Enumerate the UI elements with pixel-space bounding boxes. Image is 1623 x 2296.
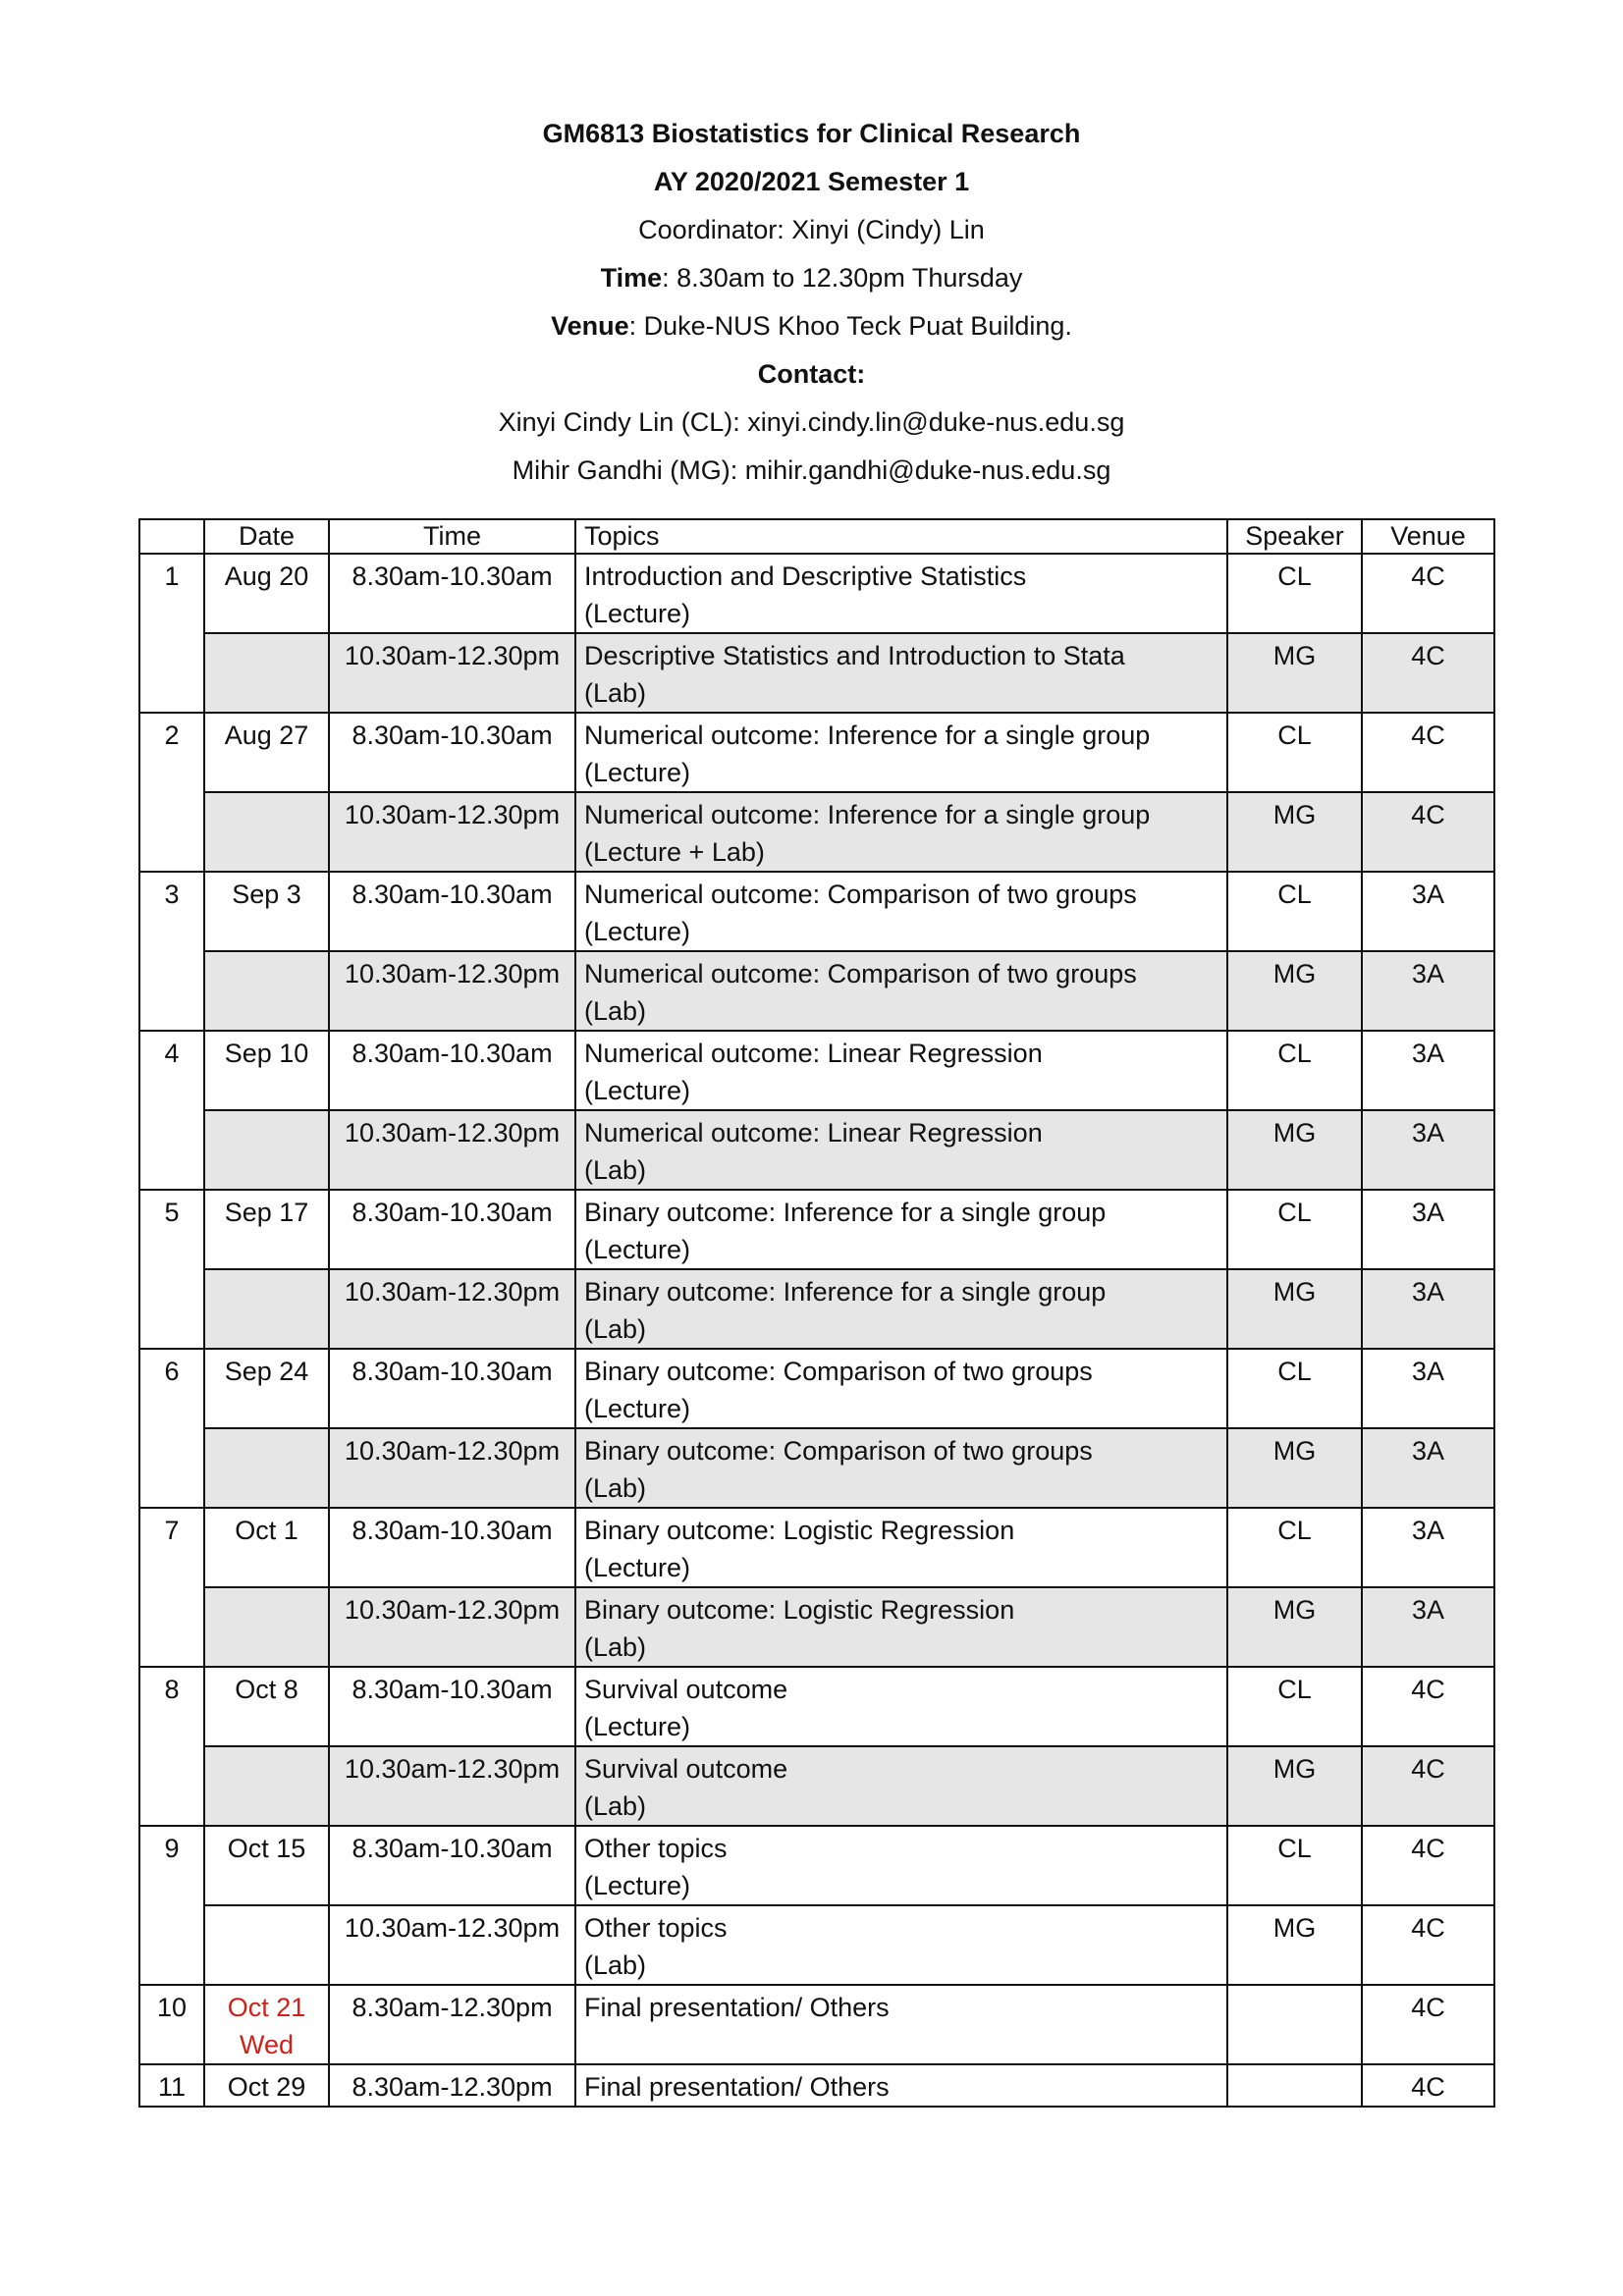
session-venue: 3A xyxy=(1362,1190,1494,1269)
topic-line: Binary outcome: Inference for a single group xyxy=(584,1198,1107,1227)
session-time: 8.30am-10.30am xyxy=(329,1349,575,1428)
session-venue: 4C xyxy=(1362,1746,1494,1826)
week-number: 5 xyxy=(139,1190,204,1349)
table-row xyxy=(139,554,1494,633)
session-speaker: CL xyxy=(1227,1349,1362,1428)
session-topic xyxy=(575,713,1227,792)
course-title: GM6813 Biostatistics for Clinical Research xyxy=(542,119,1081,148)
session-speaker: MG xyxy=(1227,1269,1362,1349)
topic-line: Final presentation/ Others xyxy=(584,2072,890,2102)
session-venue: 4C xyxy=(1362,633,1494,713)
topic-line: (Lecture) xyxy=(584,1235,691,1264)
week-number: 8 xyxy=(139,1667,204,1826)
week-number: 1 xyxy=(139,554,204,713)
session-speaker xyxy=(1227,2064,1362,2107)
table-row xyxy=(139,1667,1494,1746)
col-header-date: Date xyxy=(204,519,329,554)
session-date xyxy=(204,1349,329,1428)
table-row xyxy=(139,951,1494,1031)
session-venue: 3A xyxy=(1362,1428,1494,1508)
date-line: Sep 10 xyxy=(224,1039,309,1068)
session-venue: 4C xyxy=(1362,1985,1494,2064)
date-line: Aug 27 xyxy=(224,721,309,750)
table-row xyxy=(139,1110,1494,1190)
session-topic xyxy=(575,1110,1227,1190)
session-topic xyxy=(575,633,1227,713)
session-date xyxy=(204,1190,329,1269)
topic-line: (Lab) xyxy=(584,1473,647,1503)
topic-line: (Lab) xyxy=(584,1791,647,1821)
topic-line: Binary outcome: Logistic Regression xyxy=(584,1595,1015,1625)
session-time: 8.30am-10.30am xyxy=(329,872,575,951)
topic-line: (Lecture) xyxy=(584,758,691,787)
topic-line: Numerical outcome: Linear Regression xyxy=(584,1039,1043,1068)
session-date xyxy=(204,1746,329,1826)
week-number: 10 xyxy=(139,1985,204,2064)
session-speaker: MG xyxy=(1227,1428,1362,1508)
session-time: 10.30am-12.30pm xyxy=(329,1110,575,1190)
topic-line: (Lab) xyxy=(584,1314,647,1344)
session-date xyxy=(204,633,329,713)
session-venue: 4C xyxy=(1362,2064,1494,2107)
topic-line: Binary outcome: Logistic Regression xyxy=(584,1516,1015,1545)
topic-line: (Lecture) xyxy=(584,1712,691,1741)
date-line: Oct 21 xyxy=(227,1993,306,2022)
table-row xyxy=(139,1508,1494,1587)
session-time: 8.30am-12.30pm xyxy=(329,1985,575,2064)
coordinator: Coordinator: Xinyi (Cindy) Lin xyxy=(638,215,985,244)
date-line: Sep 3 xyxy=(232,880,301,909)
week-number: 2 xyxy=(139,713,204,872)
table-row xyxy=(139,1587,1494,1667)
session-date xyxy=(204,951,329,1031)
session-topic xyxy=(575,1985,1227,2064)
topic-line: (Lab) xyxy=(584,996,647,1026)
table-row xyxy=(139,1905,1494,1985)
topic-line: (Lecture) xyxy=(584,1394,691,1423)
session-date xyxy=(204,1985,329,2064)
session-topic xyxy=(575,1349,1227,1428)
table-row xyxy=(139,2064,1494,2107)
venue-line: Venue: Duke-NUS Khoo Teck Puat Building. xyxy=(551,311,1072,341)
session-speaker: MG xyxy=(1227,1587,1362,1667)
table-row xyxy=(139,872,1494,951)
session-time: 8.30am-10.30am xyxy=(329,1190,575,1269)
topic-line: (Lecture + Lab) xyxy=(584,837,765,867)
session-topic xyxy=(575,1031,1227,1110)
session-speaker: CL xyxy=(1227,1667,1362,1746)
topic-line: Numerical outcome: Comparison of two groups xyxy=(584,959,1137,988)
date-line: Sep 17 xyxy=(224,1198,309,1227)
col-header-venue: Venue xyxy=(1362,519,1494,554)
session-date xyxy=(204,554,329,633)
session-topic xyxy=(575,1587,1227,1667)
schedule-table xyxy=(138,518,1495,2108)
date-line: Oct 15 xyxy=(227,1834,306,1863)
topic-line: (Lab) xyxy=(584,1632,647,1662)
session-speaker: CL xyxy=(1227,1826,1362,1905)
session-date xyxy=(204,1826,329,1905)
topic-line: Numerical outcome: Comparison of two groups xyxy=(584,880,1137,909)
session-venue: 3A xyxy=(1362,872,1494,951)
topic-line: Binary outcome: Comparison of two groups xyxy=(584,1357,1093,1386)
session-topic xyxy=(575,951,1227,1031)
session-topic xyxy=(575,2064,1227,2107)
session-venue: 3A xyxy=(1362,1110,1494,1190)
document-header xyxy=(0,110,1623,495)
session-venue: 4C xyxy=(1362,1826,1494,1905)
table-row xyxy=(139,1985,1494,2064)
week-number: 6 xyxy=(139,1349,204,1508)
session-speaker: MG xyxy=(1227,1110,1362,1190)
topic-line: (Lecture) xyxy=(584,917,691,946)
session-date xyxy=(204,1269,329,1349)
session-time: 10.30am-12.30pm xyxy=(329,1746,575,1826)
session-time: 8.30am-12.30pm xyxy=(329,2064,575,2107)
topic-line: Binary outcome: Inference for a single group xyxy=(584,1277,1107,1307)
date-line: Oct 29 xyxy=(227,2072,306,2102)
session-time: 10.30am-12.30pm xyxy=(329,792,575,872)
session-venue: 4C xyxy=(1362,554,1494,633)
session-date xyxy=(204,872,329,951)
session-speaker: CL xyxy=(1227,554,1362,633)
session-date xyxy=(204,792,329,872)
week-number: 4 xyxy=(139,1031,204,1190)
session-topic xyxy=(575,1667,1227,1746)
topic-line: (Lecture) xyxy=(584,1871,691,1900)
session-topic xyxy=(575,1905,1227,1985)
topic-line: Numerical outcome: Linear Regression xyxy=(584,1118,1043,1148)
session-venue: 4C xyxy=(1362,792,1494,872)
session-venue: 4C xyxy=(1362,1905,1494,1985)
date-line: Sep 24 xyxy=(224,1357,309,1386)
col-header-time: Time xyxy=(329,519,575,554)
topic-line: Numerical outcome: Inference for a single group xyxy=(584,721,1151,750)
date-line: Wed xyxy=(239,2030,295,2059)
session-speaker: MG xyxy=(1227,633,1362,713)
session-speaker: CL xyxy=(1227,872,1362,951)
date-line: Oct 1 xyxy=(235,1516,298,1545)
topic-line: Descriptive Statistics and Introduction to Stata xyxy=(584,641,1125,670)
col-header-speaker: Speaker xyxy=(1227,519,1362,554)
session-venue: 4C xyxy=(1362,713,1494,792)
session-topic xyxy=(575,1746,1227,1826)
topic-line: Numerical outcome: Inference for a single group xyxy=(584,800,1151,829)
topic-line: (Lab) xyxy=(584,1155,647,1185)
topic-line: Survival outcome xyxy=(584,1754,788,1784)
week-number: 11 xyxy=(139,2064,204,2107)
topic-line: (Lecture) xyxy=(584,1553,691,1582)
contact-cl: Xinyi Cindy Lin (CL): xinyi.cindy.lin@duke-nus.edu.sg xyxy=(498,407,1125,437)
session-speaker xyxy=(1227,1985,1362,2064)
table-row xyxy=(139,1349,1494,1428)
session-venue: 3A xyxy=(1362,1031,1494,1110)
session-topic xyxy=(575,1190,1227,1269)
session-speaker: MG xyxy=(1227,792,1362,872)
session-date xyxy=(204,1667,329,1746)
topic-line: (Lecture) xyxy=(584,1076,691,1105)
session-topic xyxy=(575,1428,1227,1508)
session-date xyxy=(204,1110,329,1190)
semester: AY 2020/2021 Semester 1 xyxy=(653,167,970,196)
session-venue: 3A xyxy=(1362,1269,1494,1349)
table-row xyxy=(139,633,1494,713)
session-time: 8.30am-10.30am xyxy=(329,1031,575,1110)
session-topic xyxy=(575,872,1227,951)
table-row xyxy=(139,792,1494,872)
session-speaker: CL xyxy=(1227,1031,1362,1110)
topic-line: Survival outcome xyxy=(584,1675,788,1704)
session-time: 10.30am-12.30pm xyxy=(329,951,575,1031)
contact-heading: Contact: xyxy=(757,359,866,389)
session-date xyxy=(204,1905,329,1985)
session-topic xyxy=(575,1508,1227,1587)
topic-line: Other topics xyxy=(584,1913,728,1943)
session-date xyxy=(204,2064,329,2107)
topic-line: (Lecture) xyxy=(584,599,691,628)
table-row xyxy=(139,1428,1494,1508)
topic-line: Final presentation/ Others xyxy=(584,1993,890,2022)
session-topic xyxy=(575,554,1227,633)
session-date xyxy=(204,1587,329,1667)
topic-line: Binary outcome: Comparison of two groups xyxy=(584,1436,1093,1466)
session-time: 10.30am-12.30pm xyxy=(329,1587,575,1667)
week-number: 9 xyxy=(139,1826,204,1985)
session-time: 8.30am-10.30am xyxy=(329,554,575,633)
date-line: Oct 8 xyxy=(235,1675,298,1704)
session-speaker: CL xyxy=(1227,1508,1362,1587)
col-header-num xyxy=(139,519,204,554)
session-speaker: MG xyxy=(1227,951,1362,1031)
session-date xyxy=(204,1031,329,1110)
table-header-row xyxy=(139,519,1494,554)
table-row xyxy=(139,1269,1494,1349)
session-time: 8.30am-10.30am xyxy=(329,1826,575,1905)
table-row xyxy=(139,1190,1494,1269)
topic-line: Introduction and Descriptive Statistics xyxy=(584,561,1027,591)
contact-mg: Mihir Gandhi (MG): mihir.gandhi@duke-nus.edu.sg xyxy=(512,455,1111,485)
session-speaker: CL xyxy=(1227,1190,1362,1269)
session-venue: 3A xyxy=(1362,951,1494,1031)
session-date xyxy=(204,713,329,792)
session-topic xyxy=(575,1269,1227,1349)
table-row xyxy=(139,713,1494,792)
week-number: 3 xyxy=(139,872,204,1031)
session-venue: 3A xyxy=(1362,1349,1494,1428)
topic-line: (Lab) xyxy=(584,678,647,708)
session-speaker: CL xyxy=(1227,713,1362,792)
table-row xyxy=(139,1746,1494,1826)
session-time: 8.30am-10.30am xyxy=(329,1508,575,1587)
time-line: Time: 8.30am to 12.30pm Thursday xyxy=(600,263,1023,293)
session-time: 8.30am-10.30am xyxy=(329,1667,575,1746)
session-date xyxy=(204,1428,329,1508)
week-number: 7 xyxy=(139,1508,204,1667)
session-time: 10.30am-12.30pm xyxy=(329,633,575,713)
session-topic xyxy=(575,1826,1227,1905)
session-speaker: MG xyxy=(1227,1746,1362,1826)
session-speaker: MG xyxy=(1227,1905,1362,1985)
topic-line: (Lab) xyxy=(584,1950,647,1980)
session-date xyxy=(204,1508,329,1587)
session-time: 10.30am-12.30pm xyxy=(329,1269,575,1349)
session-venue: 3A xyxy=(1362,1587,1494,1667)
topic-line: Other topics xyxy=(584,1834,728,1863)
session-time: 8.30am-10.30am xyxy=(329,713,575,792)
date-line: Aug 20 xyxy=(224,561,309,591)
table-row xyxy=(139,1031,1494,1110)
session-venue: 4C xyxy=(1362,1667,1494,1746)
col-header-topics: Topics xyxy=(575,519,1227,554)
session-time: 10.30am-12.30pm xyxy=(329,1428,575,1508)
session-time: 10.30am-12.30pm xyxy=(329,1905,575,1985)
session-topic xyxy=(575,792,1227,872)
table-row xyxy=(139,1826,1494,1905)
session-venue: 3A xyxy=(1362,1508,1494,1587)
